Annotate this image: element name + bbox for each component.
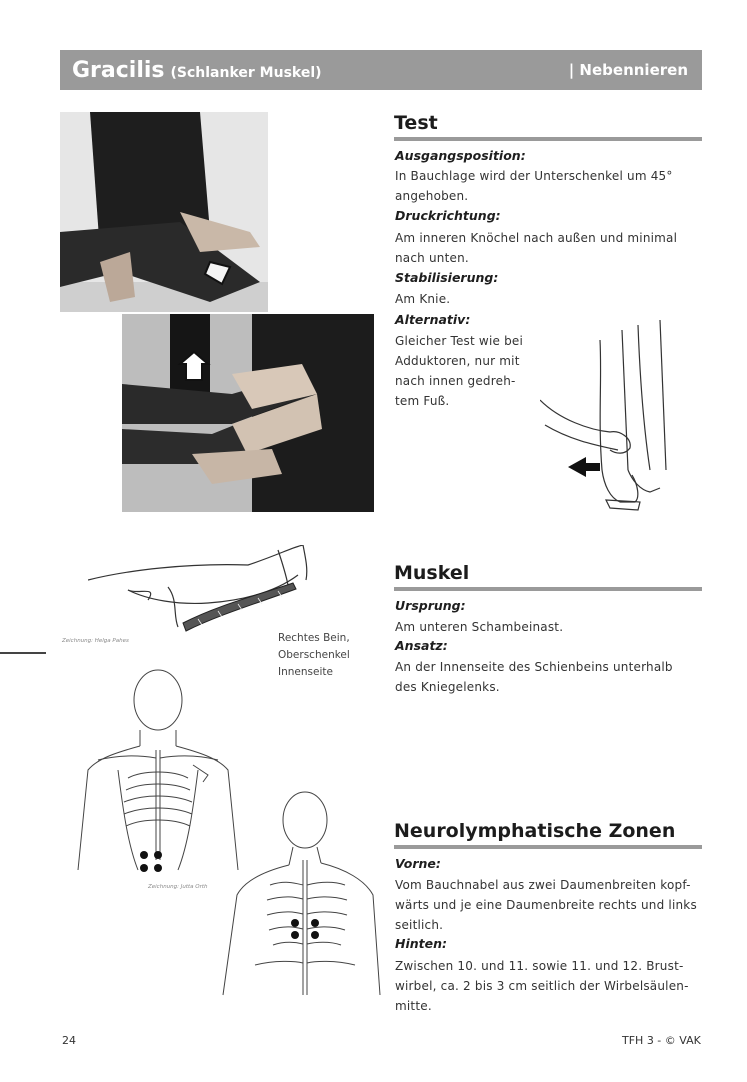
zonen-heading: Neurolymphatische Zonen bbox=[394, 819, 702, 849]
text-line: seitlich. bbox=[395, 918, 444, 932]
body-drawing-credit: Zeichnung: Jutta Orth bbox=[148, 884, 208, 890]
test-photo-prone bbox=[60, 112, 268, 312]
vorne-text bbox=[395, 875, 697, 935]
alternativ-label: Alternativ: bbox=[395, 312, 471, 327]
muscle-subtitle: (Schlanker Muskel) bbox=[170, 64, 322, 81]
text-line: wärts und je eine Daumenbreite rechts und links bbox=[395, 898, 697, 912]
page-number: 24 bbox=[62, 1034, 76, 1047]
text-line: Am unteren Schambeinast. bbox=[395, 620, 564, 634]
text-line: Adduktoren, nur mit bbox=[395, 354, 520, 368]
ansatz-text bbox=[395, 657, 673, 697]
page-header-bar bbox=[60, 50, 702, 90]
hinten-label: Hinten: bbox=[395, 936, 447, 951]
leg-test-drawing bbox=[540, 320, 670, 515]
muskel-heading: Muskel bbox=[394, 561, 702, 591]
text-line: Zwischen 10. und 11. sowie 11. und 12. Brust- bbox=[395, 959, 684, 973]
text-line: Vom Bauchnabel aus zwei Daumenbreiten kopf- bbox=[395, 878, 691, 892]
text-line: des Kniegelenks. bbox=[395, 680, 500, 694]
ansatz-label: Ansatz: bbox=[395, 638, 448, 653]
text-line: nach innen gedreh- bbox=[395, 374, 516, 388]
caption-line: Oberschenkel bbox=[278, 649, 350, 661]
text-line: Am inneren Knöchel nach außen und minimal bbox=[395, 231, 678, 245]
test-photo-alternative bbox=[122, 314, 374, 512]
footer-copyright: TFH 3 - © VAK bbox=[622, 1034, 701, 1047]
text-line: wirbel, ca. 2 bis 3 cm seitlich der Wirbelsäulen- bbox=[395, 979, 689, 993]
text-line: tem Fuß. bbox=[395, 394, 450, 408]
ausgangsposition-label: Ausgangsposition: bbox=[395, 148, 526, 163]
ursprung-label: Ursprung: bbox=[395, 598, 466, 613]
header-title-group bbox=[72, 58, 322, 83]
text-line: In Bauchlage wird der Unterschenkel um 45° bbox=[395, 169, 673, 183]
ursprung-text bbox=[395, 617, 563, 637]
druckrichtung-label: Druckrichtung: bbox=[395, 208, 501, 223]
stabilisierung-text bbox=[395, 289, 450, 309]
text-line: nach unten. bbox=[395, 251, 469, 265]
alternativ-text bbox=[395, 331, 523, 411]
text-line: Gleicher Test wie bei bbox=[395, 334, 524, 348]
text-line: angehoben. bbox=[395, 189, 469, 203]
ausgangsposition-text bbox=[395, 166, 673, 206]
margin-rule bbox=[0, 652, 46, 654]
muscle-drawing-credit: Zeichnung: Helga Pahes bbox=[62, 638, 129, 644]
hinten-text bbox=[395, 956, 689, 1016]
test-heading: Test bbox=[394, 111, 702, 141]
text-line: mitte. bbox=[395, 999, 432, 1013]
text-line: An der Innenseite des Schienbeins unterhalb bbox=[395, 660, 673, 674]
caption-line: Innenseite bbox=[278, 666, 333, 678]
vorne-label: Vorne: bbox=[395, 856, 441, 871]
muscle-caption bbox=[278, 630, 350, 681]
back-body-drawing bbox=[215, 785, 385, 1000]
caption-line: Rechtes Bein, bbox=[278, 632, 350, 644]
muscle-title: Gracilis bbox=[72, 57, 165, 83]
stabilisierung-label: Stabilisierung: bbox=[395, 270, 499, 285]
text-line: Am Knie. bbox=[395, 292, 451, 306]
druckrichtung-text bbox=[395, 228, 677, 268]
organ-label: | Nebennieren bbox=[568, 61, 688, 79]
